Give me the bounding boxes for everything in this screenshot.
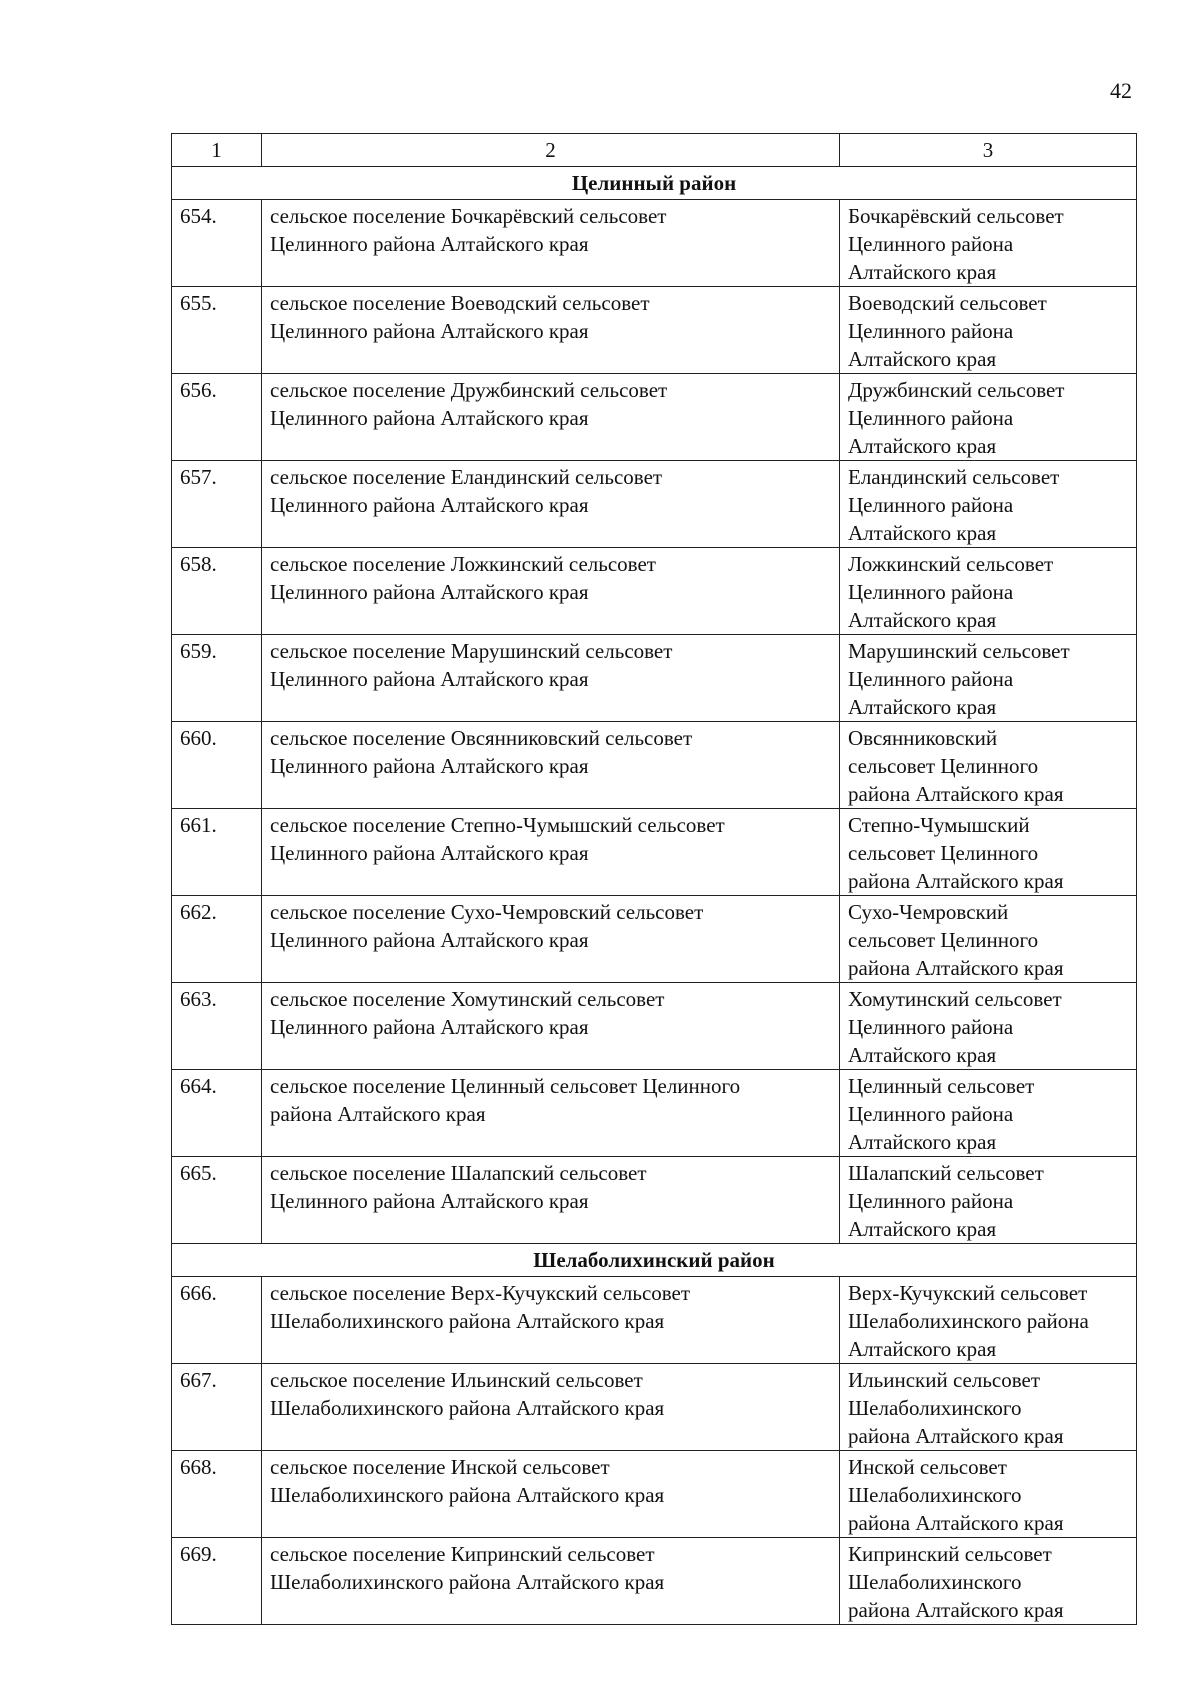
table-row	[172, 896, 1137, 983]
table-row	[172, 548, 1137, 635]
settlement-full-name-line: Целинного района Алтайского края	[270, 1189, 589, 1213]
section-header-row	[172, 167, 1137, 200]
settlement-full-name-line: сельское поселение Хомутинский сельсовет	[270, 987, 665, 1011]
settlement-short-name	[840, 461, 1137, 548]
settlement-short-name-line: сельсовет Целинного	[848, 754, 1039, 778]
settlement-short-name-line: Марушинский сельсовет	[848, 639, 1070, 663]
settlement-full-name-line: Шелаболихинского района Алтайского края	[270, 1483, 665, 1507]
row-number: 663.	[172, 983, 262, 1070]
settlement-full-name-line: Целинного района Алтайского края	[270, 841, 589, 865]
settlement-short-name	[840, 896, 1137, 983]
settlement-full-name-line: сельское поселение Бочкарёвский сельсовет	[270, 204, 667, 228]
settlement-short-name-line: Шалапский сельсовет	[848, 1161, 1044, 1185]
settlement-full-name-line: Целинного района Алтайского края	[270, 667, 589, 691]
settlement-short-name-line: Алтайского края	[848, 521, 997, 545]
column-header-2: 2	[262, 134, 840, 167]
column-number-row	[172, 134, 1137, 167]
row-number: 668.	[172, 1451, 262, 1538]
settlement-short-name-line: района Алтайского края	[848, 869, 1064, 893]
settlement-full-name	[262, 548, 840, 635]
settlement-short-name-line: района Алтайского края	[848, 1424, 1064, 1448]
settlement-short-name-line: Кипринский сельсовет	[848, 1542, 1052, 1566]
settlement-full-name-line: сельское поселение Воеводский сельсовет	[270, 291, 650, 315]
row-number: 660.	[172, 722, 262, 809]
settlement-full-name	[262, 1451, 840, 1538]
table-row	[172, 1451, 1137, 1538]
settlement-short-name-line: Алтайского края	[848, 1217, 997, 1241]
row-number: 667.	[172, 1364, 262, 1451]
settlement-full-name-line: сельское поселение Степно-Чумышский сельсовет	[270, 813, 725, 837]
settlement-full-name	[262, 461, 840, 548]
settlement-short-name	[840, 983, 1137, 1070]
settlement-full-name-line: Целинного района Алтайского края	[270, 580, 589, 604]
row-number: 664.	[172, 1070, 262, 1157]
settlement-full-name-line: Шелаболихинского района Алтайского края	[270, 1309, 665, 1333]
settlement-full-name	[262, 896, 840, 983]
table-row	[172, 1157, 1137, 1244]
settlement-short-name-line: Сухо-Чемровский	[848, 900, 1009, 924]
settlement-short-name	[840, 722, 1137, 809]
settlement-full-name-line: Целинного района Алтайского края	[270, 754, 589, 778]
settlement-full-name-line: Целинного района Алтайского края	[270, 406, 589, 430]
settlement-short-name-line: Дружбинский сельсовет	[848, 378, 1065, 402]
settlement-full-name-line: сельское поселение Кипринский сельсовет	[270, 1542, 655, 1566]
settlement-full-name	[262, 1538, 840, 1625]
settlement-short-name	[840, 809, 1137, 896]
page-number: 42	[1110, 78, 1132, 103]
settlement-short-name-line: Шелаболихинского	[848, 1483, 1022, 1507]
settlement-short-name-line: сельсовет Целинного	[848, 928, 1039, 952]
settlement-full-name	[262, 287, 840, 374]
settlement-short-name-line: Алтайского края	[848, 608, 997, 632]
settlement-full-name-line: сельское поселение Целинный сельсовет Целинного	[270, 1074, 741, 1098]
row-number: 662.	[172, 896, 262, 983]
settlement-full-name-line: сельское поселение Еландинский сельсовет	[270, 465, 663, 489]
row-number: 669.	[172, 1538, 262, 1625]
table-row	[172, 1070, 1137, 1157]
settlement-full-name	[262, 1157, 840, 1244]
settlement-full-name-line: сельское поселение Марушинский сельсовет	[270, 639, 673, 663]
settlement-short-name-line: Шелаболихинского района	[848, 1309, 1089, 1333]
table-row	[172, 809, 1137, 896]
settlement-short-name-line: Еландинский сельсовет	[848, 465, 1060, 489]
settlement-short-name	[840, 1070, 1137, 1157]
settlement-full-name	[262, 983, 840, 1070]
row-number: 654.	[172, 200, 262, 287]
settlement-short-name	[840, 1277, 1137, 1364]
settlement-full-name-line: сельское поселение Ложкинский сельсовет	[270, 552, 656, 576]
settlement-full-name-line: Целинного района Алтайского края	[270, 232, 589, 256]
settlement-short-name-line: Ильинский сельсовет	[848, 1368, 1041, 1392]
settlement-short-name	[840, 1451, 1137, 1538]
settlement-short-name-line: Инской сельсовет	[848, 1455, 1007, 1479]
settlement-short-name-line: Алтайского края	[848, 260, 997, 284]
settlement-short-name-line: Алтайского края	[848, 695, 997, 719]
settlement-short-name-line: Хомутинский сельсовет	[848, 987, 1062, 1011]
section-title: Шелаболихинский район	[172, 1244, 1137, 1277]
settlement-short-name-line: сельсовет Целинного	[848, 841, 1039, 865]
settlement-full-name	[262, 809, 840, 896]
row-number: 657.	[172, 461, 262, 548]
settlement-full-name-line: Шелаболихинского района Алтайского края	[270, 1396, 665, 1420]
settlement-short-name-line: Целинного района	[848, 667, 1014, 691]
settlement-short-name	[840, 287, 1137, 374]
settlement-short-name	[840, 1364, 1137, 1451]
settlement-full-name	[262, 1364, 840, 1451]
settlement-short-name-line: Алтайского края	[848, 1337, 997, 1361]
settlement-full-name	[262, 1277, 840, 1364]
settlement-short-name-line: Верх-Кучукский сельсовет	[848, 1281, 1088, 1305]
settlement-full-name-line: сельское поселение Верх-Кучукский сельсовет	[270, 1281, 691, 1305]
settlement-short-name	[840, 1538, 1137, 1625]
section-title: Целинный район	[172, 167, 1137, 200]
table-row	[172, 983, 1137, 1070]
settlement-full-name-line: района Алтайского края	[270, 1102, 486, 1126]
settlement-short-name-line: Бочкарёвский сельсовет	[848, 204, 1064, 228]
settlement-short-name-line: Алтайского края	[848, 1043, 997, 1067]
row-number: 656.	[172, 374, 262, 461]
settlement-short-name-line: Овсянниковский	[848, 726, 998, 750]
table-row	[172, 287, 1137, 374]
row-number: 655.	[172, 287, 262, 374]
settlement-full-name-line: сельское поселение Сухо-Чемровский сельсовет	[270, 900, 704, 924]
settlement-short-name-line: Шелаболихинского	[848, 1396, 1022, 1420]
table-row	[172, 1538, 1137, 1625]
settlement-full-name-line: сельское поселение Дружбинский сельсовет	[270, 378, 668, 402]
table-row	[172, 635, 1137, 722]
table-row	[172, 1277, 1137, 1364]
settlements-table	[171, 133, 1137, 1625]
settlement-short-name-line: Алтайского края	[848, 1130, 997, 1154]
settlement-full-name-line: Целинного района Алтайского края	[270, 1015, 589, 1039]
settlement-full-name	[262, 200, 840, 287]
settlement-short-name-line: Целинный сельсовет	[848, 1074, 1035, 1098]
settlement-full-name-line: сельское поселение Инской сельсовет	[270, 1455, 610, 1479]
settlement-full-name	[262, 635, 840, 722]
settlement-short-name	[840, 1157, 1137, 1244]
table-row	[172, 461, 1137, 548]
table-body	[172, 134, 1137, 1625]
settlement-short-name-line: Степно-Чумышский	[848, 813, 1030, 837]
settlement-full-name	[262, 722, 840, 809]
settlement-short-name-line: Целинного района	[848, 232, 1014, 256]
settlement-full-name	[262, 1070, 840, 1157]
settlement-short-name	[840, 548, 1137, 635]
settlement-short-name-line: Ложкинский сельсовет	[848, 552, 1054, 576]
table-row	[172, 722, 1137, 809]
settlement-short-name	[840, 374, 1137, 461]
settlement-short-name-line: Целинного района	[848, 319, 1014, 343]
row-number: 658.	[172, 548, 262, 635]
settlement-short-name-line: Алтайского края	[848, 347, 997, 371]
settlement-short-name-line: района Алтайского края	[848, 1598, 1064, 1622]
column-header-1: 1	[172, 134, 262, 167]
settlement-short-name-line: Воеводский сельсовет	[848, 291, 1047, 315]
settlement-short-name-line: Целинного района	[848, 1015, 1014, 1039]
settlement-short-name-line: Целинного района	[848, 580, 1014, 604]
row-number: 666.	[172, 1277, 262, 1364]
settlement-short-name	[840, 635, 1137, 722]
settlement-short-name-line: района Алтайского края	[848, 782, 1064, 806]
settlement-full-name-line: Целинного района Алтайского края	[270, 493, 589, 517]
settlement-short-name-line: района Алтайского края	[848, 956, 1064, 980]
settlement-full-name-line: сельское поселение Шалапский сельсовет	[270, 1161, 647, 1185]
settlement-full-name	[262, 374, 840, 461]
table-row	[172, 374, 1137, 461]
settlement-short-name-line: Целинного района	[848, 1189, 1014, 1213]
column-header-3: 3	[840, 134, 1137, 167]
settlement-short-name-line: Целинного района	[848, 406, 1014, 430]
section-header-row	[172, 1244, 1137, 1277]
settlement-short-name-line: Целинного района	[848, 493, 1014, 517]
settlement-full-name-line: сельское поселение Ильинский сельсовет	[270, 1368, 643, 1392]
settlement-short-name	[840, 200, 1137, 287]
table-row	[172, 1364, 1137, 1451]
settlement-full-name-line: Шелаболихинского района Алтайского края	[270, 1570, 665, 1594]
settlement-full-name-line: Целинного района Алтайского края	[270, 928, 589, 952]
table-row	[172, 200, 1137, 287]
row-number: 659.	[172, 635, 262, 722]
settlement-short-name-line: Целинного района	[848, 1102, 1014, 1126]
settlement-short-name-line: Шелаболихинского	[848, 1570, 1022, 1594]
row-number: 661.	[172, 809, 262, 896]
settlement-full-name-line: Целинного района Алтайского края	[270, 319, 589, 343]
settlement-full-name-line: сельское поселение Овсянниковский сельсовет	[270, 726, 693, 750]
settlement-short-name-line: Алтайского края	[848, 434, 997, 458]
settlement-short-name-line: района Алтайского края	[848, 1511, 1064, 1535]
row-number: 665.	[172, 1157, 262, 1244]
